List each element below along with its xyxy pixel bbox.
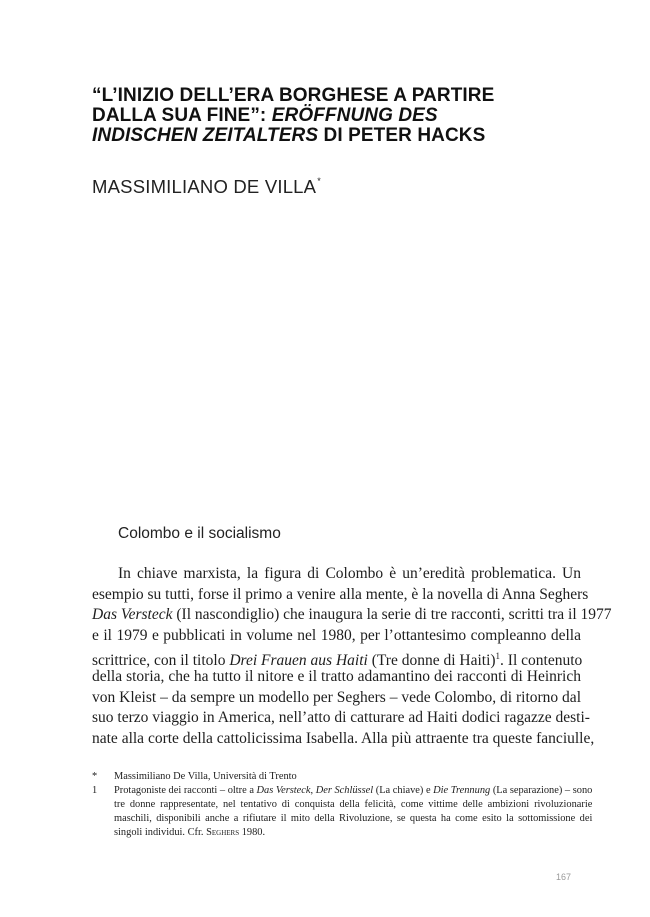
author-name: MASSIMILIANO DE VILLA bbox=[92, 176, 317, 197]
footnote-fragment: tre donne rappresentate, nel tentativo di conquista della felicità, come vittime delle ambizioni rivoluzionarie bbox=[114, 799, 593, 810]
work-title: Das Versteck bbox=[92, 606, 173, 624]
footnote-ref[interactable]: 1 bbox=[495, 651, 501, 662]
body-text: suo terzo viaggio in America, nell’atto di catturare ad Haiti dodici ragazze desti- bbox=[92, 709, 590, 727]
work-title: Drei Frauen aus Haiti bbox=[229, 652, 368, 670]
footnote-mark: * bbox=[92, 771, 98, 782]
page-number: 167 bbox=[556, 872, 572, 882]
title-line-3 bbox=[92, 126, 512, 146]
body-line bbox=[92, 646, 583, 670]
author-line bbox=[92, 176, 321, 198]
body-text: nate alla corte della cattolicissima Isabella. Alla più attraente tra queste fanciulle, bbox=[92, 729, 595, 747]
footnote-line bbox=[114, 798, 592, 812]
section-heading: Colombo e il socialismo bbox=[118, 525, 281, 542]
work-title: Die Trennung bbox=[433, 785, 491, 796]
footnote-fragment: (La chiave) e bbox=[373, 785, 434, 796]
footnote-text: Massimiliano De Villa, Università di Trento bbox=[114, 771, 297, 782]
footnote-1 bbox=[92, 784, 593, 840]
title-text: DI PETER HACKS bbox=[318, 125, 486, 146]
body-line bbox=[92, 605, 612, 626]
body-line bbox=[92, 564, 581, 585]
footnote-fragment: Protagoniste dei racconti – oltre a bbox=[114, 785, 257, 796]
body-line bbox=[92, 667, 581, 688]
footnote-star bbox=[92, 770, 581, 784]
body-line bbox=[92, 585, 589, 606]
body-text: esempio su tutti, forse il primo a venire alla mente, è la novella di Anna Seghers bbox=[92, 585, 589, 603]
body-line bbox=[92, 708, 590, 729]
work-title: Das Versteck bbox=[256, 785, 311, 796]
footnote-fragment: 1980. bbox=[239, 827, 266, 838]
footnote-fragment: , bbox=[310, 785, 316, 796]
footnote-fragment: singoli individui. Cfr. bbox=[114, 827, 207, 838]
footnote-fragment: (La separazione) – sono bbox=[490, 785, 593, 796]
title-line-1 bbox=[92, 86, 512, 106]
body-text: scrittrice, con il titolo bbox=[92, 652, 230, 670]
title-text: “L’INIZIO DELL’ERA BORGHESE A PARTIRE bbox=[92, 85, 495, 106]
footnotes bbox=[92, 770, 593, 840]
cited-author: Seghers bbox=[206, 827, 240, 838]
body-text: In chiave marxista, la figura di Colombo è un’eredità problematica. Un bbox=[118, 565, 581, 582]
body-text: della storia, che ha tutto il nitore e il tratto adamantino dei racconti di Heinrich bbox=[92, 667, 581, 685]
body-line bbox=[92, 626, 581, 647]
footnote-line bbox=[114, 826, 592, 840]
body-line bbox=[92, 688, 581, 709]
body-text: (Il nascondiglio) che inaugura la serie di tre racconti, scritti tra il 1977 bbox=[172, 606, 612, 624]
title-italic-text: ERÖFFNUNG DES bbox=[271, 105, 438, 126]
title-line-2 bbox=[92, 106, 512, 126]
body-text: e il 1979 e pubblicati in volume nel 1980, per l’ottantesimo compleanno della bbox=[92, 626, 581, 644]
body-text: . Il contenuto bbox=[500, 652, 583, 670]
work-title: Der Schlüssel bbox=[315, 785, 374, 796]
body-text: (Tre donne di Haiti) bbox=[367, 652, 496, 670]
body-text: von Kleist – da sempre un modello per Seghers – vede Colombo, di ritorno dal bbox=[92, 688, 581, 706]
footnote-text bbox=[114, 784, 592, 840]
body-line bbox=[92, 729, 595, 750]
title-text: DALLA SUA FINE”: bbox=[92, 105, 272, 126]
footnote-fragment: maschili, disponibili anche a rifiutare il mito della Rivoluzione, se questa ha come esito la sottomissione dei bbox=[114, 813, 593, 824]
paper-title bbox=[92, 86, 512, 146]
author-footnote-mark[interactable]: * bbox=[317, 176, 321, 186]
footnote-line bbox=[114, 812, 592, 826]
title-italic-text: INDISCHEN ZEITALTERS bbox=[92, 125, 319, 146]
footnote-line bbox=[114, 784, 592, 798]
body-paragraph bbox=[92, 564, 612, 749]
footnote-mark: 1 bbox=[92, 785, 98, 796]
